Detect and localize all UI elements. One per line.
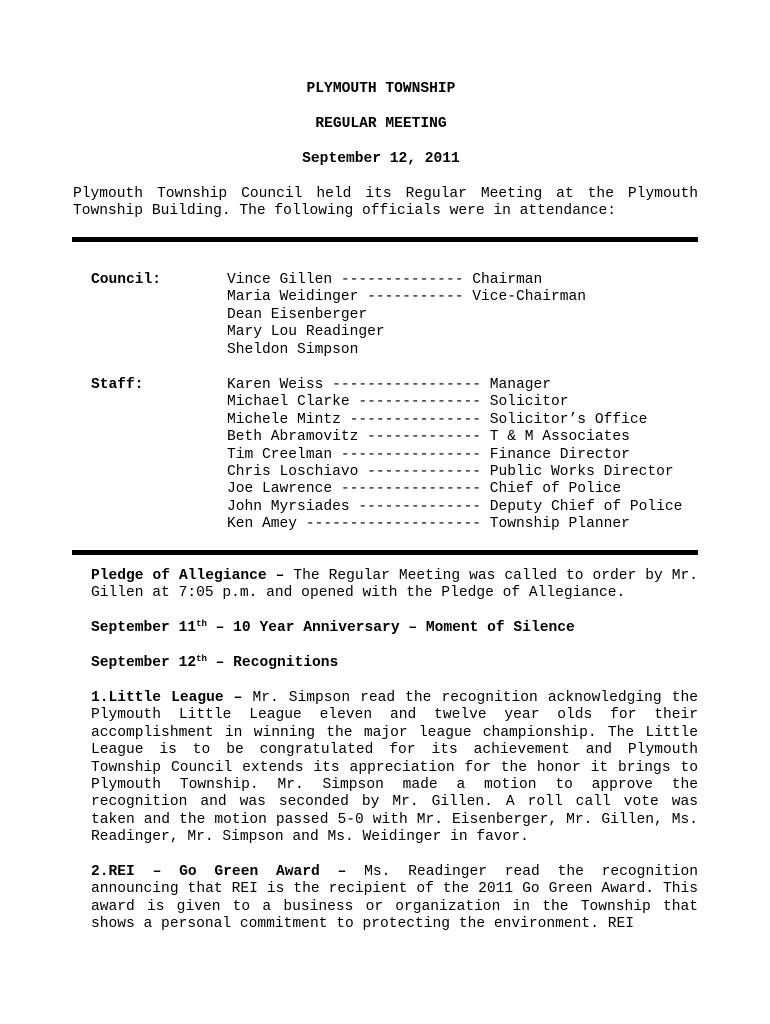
council-member: Mary Lou Readinger — [227, 324, 385, 341]
bottom-divider — [72, 550, 698, 555]
rei-award-paragraph — [91, 864, 698, 934]
council-label: Council: — [91, 272, 162, 288]
council-member: Dean Eisenberger — [227, 306, 368, 323]
staff-member: Michael Clarke -------------- Solicitor — [227, 394, 569, 411]
pledge-heading: Pledge of Allegiance – — [91, 568, 285, 584]
rei-award-heading: 2.REI – Go Green Award – — [91, 864, 347, 880]
council-member: Vince Gillen -------------- Chairman — [227, 272, 543, 288]
little-league-paragraph — [91, 690, 698, 847]
intro-paragraph: Plymouth Township Council held its Regular Meeting at the Plymouth Township Building. The following officials were in attendance: — [73, 186, 698, 220]
meeting-type: REGULAR MEETING — [315, 116, 447, 132]
staff-list — [227, 377, 682, 534]
council-member: Sheldon Simpson — [227, 341, 359, 358]
council-list — [227, 272, 586, 359]
recognitions-heading: September 12th – Recognitions — [91, 654, 339, 671]
top-divider — [72, 237, 698, 242]
staff-label: Staff: — [91, 377, 144, 393]
document-title: PLYMOUTH TOWNSHIP — [306, 81, 456, 97]
staff-member: Michele Mintz --------------- Solicitor’s Office — [227, 411, 648, 428]
pledge-paragraph — [91, 568, 698, 603]
council-member: Maria Weidinger ----------- Vice-Chairman — [227, 289, 587, 306]
anniversary-heading: September 11th – 10 Year Anniversary – Moment of Silence — [91, 619, 575, 636]
staff-member: Joe Lawrence ---------------- Chief of Police — [227, 481, 622, 498]
meeting-date: September 12, 2011 — [302, 151, 460, 167]
staff-member: Beth Abramovitz ------------- T & M Associates — [227, 429, 630, 446]
staff-member: Chris Loschiavo ------------- Public Works Director — [227, 463, 674, 480]
staff-member: Tim Creelman ---------------- Finance Director — [227, 446, 630, 463]
pledge-text: The Regular Meeting was called to order by Mr. Gillen at 7:05 p.m. and opened with the Pledge of Allegiance. — [91, 568, 698, 602]
staff-member: Ken Amey -------------------- Township Planner — [227, 516, 630, 533]
staff-member: Karen Weiss ----------------- Manager — [227, 377, 552, 393]
little-league-heading: 1.Little League – — [91, 690, 243, 706]
little-league-text: Mr. Simpson read the recognition acknowledging the Plymouth Little League eleven and twelve year olds for their accomplishment in winning the major league championship. The Little League is to be congratulated for its achievement and Plymouth Township Council extends its appreciation for the honor it brings to Plymouth Township. Mr. Simpson made a motion to approve the recognition and was seconded by Mr. Gillen. A roll call vote was taken and the motion passed 5-0 with Mr. Eisenberger, Mr. Gillen, Ms. Readinger, Mr. Simpson and Ms. Weidinger in favor. — [91, 690, 698, 846]
staff-member: John Myrsiades -------------- Deputy Chief of Police — [227, 498, 683, 515]
rei-award-text: Ms. Readinger read the recognition announcing that REI is the recipient of the 2011 Go Green Award. This award is given to a business or organization in the Township that shows a personal commitment to protecting the environment. REI — [91, 864, 698, 933]
